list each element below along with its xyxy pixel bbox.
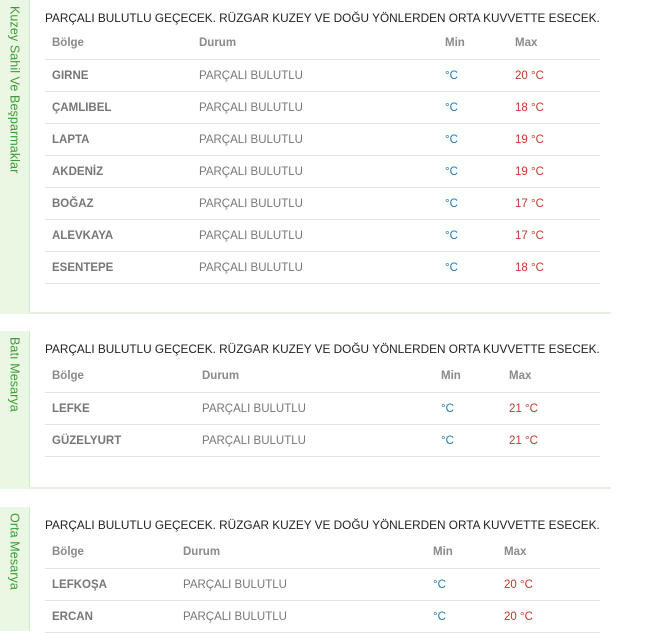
min-temp: °C <box>445 60 515 92</box>
forecast-text: PARÇALI BULUTLU GEÇECEK. RÜZGAR KUZEY VE DOĞU YÖNLERDEN ORTA KUVVETTE ESECEK. <box>45 518 600 532</box>
region-name: BOĞAZ <box>45 188 199 220</box>
forecast-text: PARÇALI BULUTLU GEÇECEK. RÜZGAR KUZEY VE DOĞU YÖNLERDEN ORTA KUVVETTE ESECEK. <box>45 342 600 356</box>
max-temp: 18 °C <box>515 252 600 284</box>
max-temp: 20 °C <box>515 60 600 92</box>
min-temp: °C <box>445 124 515 156</box>
region-name: GIRNE <box>45 60 199 92</box>
min-temp: °C <box>433 569 504 601</box>
table-row <box>45 601 600 633</box>
condition-text: PARÇALI BULUTLU <box>202 393 441 425</box>
section-side-label: Batı Mesarya <box>0 331 30 489</box>
max-temp: 17 °C <box>515 220 600 252</box>
table-row <box>45 569 600 601</box>
forecast-section-kuzey-sahil <box>0 0 611 314</box>
weather-table <box>45 360 600 457</box>
min-temp: °C <box>445 220 515 252</box>
section-side-label: Orta Mesarya <box>0 507 30 631</box>
min-temp: °C <box>445 156 515 188</box>
region-name: ALEVKAYA <box>45 220 199 252</box>
table-row <box>45 60 600 92</box>
table-header-row <box>45 27 600 60</box>
forecast-section-orta-mesarya <box>0 507 611 631</box>
condition-text: PARÇALI BULUTLU <box>202 425 441 457</box>
weather-table <box>45 536 600 633</box>
section-side-label: Kuzey Sahil Ve Beşparmaklar <box>0 0 30 314</box>
condition-text: PARÇALI BULUTLU <box>199 220 445 252</box>
column-header-max: Max <box>509 360 600 393</box>
condition-text: PARÇALI BULUTLU <box>199 252 445 284</box>
max-temp: 20 °C <box>504 569 600 601</box>
table-row <box>45 124 600 156</box>
column-header-condition: Durum <box>183 536 433 569</box>
max-temp: 18 °C <box>515 92 600 124</box>
condition-text: PARÇALI BULUTLU <box>199 60 445 92</box>
max-temp: 21 °C <box>509 425 600 457</box>
min-temp: °C <box>441 425 509 457</box>
section-divider <box>29 487 611 489</box>
min-temp: °C <box>433 601 504 633</box>
section-divider <box>29 312 611 314</box>
column-header-min: Min <box>441 360 509 393</box>
region-name: LAPTA <box>45 124 199 156</box>
max-temp: 19 °C <box>515 124 600 156</box>
min-temp: °C <box>445 188 515 220</box>
region-name: GÜZELYURT <box>45 425 202 457</box>
condition-text: PARÇALI BULUTLU <box>199 92 445 124</box>
table-row <box>45 156 600 188</box>
table-row <box>45 92 600 124</box>
column-header-min: Min <box>445 27 515 60</box>
table-header-row <box>45 360 600 393</box>
min-temp: °C <box>445 252 515 284</box>
weather-table <box>45 27 600 284</box>
table-row <box>45 393 600 425</box>
column-header-max: Max <box>515 27 600 60</box>
forecast-text: PARÇALI BULUTLU GEÇECEK. RÜZGAR KUZEY VE DOĞU YÖNLERDEN ORTA KUVVETTE ESECEK. <box>45 11 600 25</box>
condition-text: PARÇALI BULUTLU <box>183 569 433 601</box>
column-header-region: Bölge <box>45 536 183 569</box>
region-name: LEFKE <box>45 393 202 425</box>
column-header-condition: Durum <box>199 27 445 60</box>
max-temp: 20 °C <box>504 601 600 633</box>
column-header-max: Max <box>504 536 600 569</box>
column-header-region: Bölge <box>45 27 199 60</box>
forecast-section-bati-mesarya <box>0 331 611 489</box>
min-temp: °C <box>445 92 515 124</box>
min-temp: °C <box>441 393 509 425</box>
column-header-condition: Durum <box>202 360 441 393</box>
table-row <box>45 425 600 457</box>
condition-text: PARÇALI BULUTLU <box>183 601 433 633</box>
condition-text: PARÇALI BULUTLU <box>199 156 445 188</box>
region-name: ÇAMLIBEL <box>45 92 199 124</box>
max-temp: 21 °C <box>509 393 600 425</box>
table-header-row <box>45 536 600 569</box>
condition-text: PARÇALI BULUTLU <box>199 188 445 220</box>
table-row <box>45 188 600 220</box>
region-name: ERCAN <box>45 601 183 633</box>
region-name: ESENTEPE <box>45 252 199 284</box>
max-temp: 19 °C <box>515 156 600 188</box>
max-temp: 17 °C <box>515 188 600 220</box>
table-row <box>45 220 600 252</box>
condition-text: PARÇALI BULUTLU <box>199 124 445 156</box>
table-row <box>45 252 600 284</box>
column-header-min: Min <box>433 536 504 569</box>
column-header-region: Bölge <box>45 360 202 393</box>
region-name: LEFKOŞA <box>45 569 183 601</box>
region-name: AKDENİZ <box>45 156 199 188</box>
